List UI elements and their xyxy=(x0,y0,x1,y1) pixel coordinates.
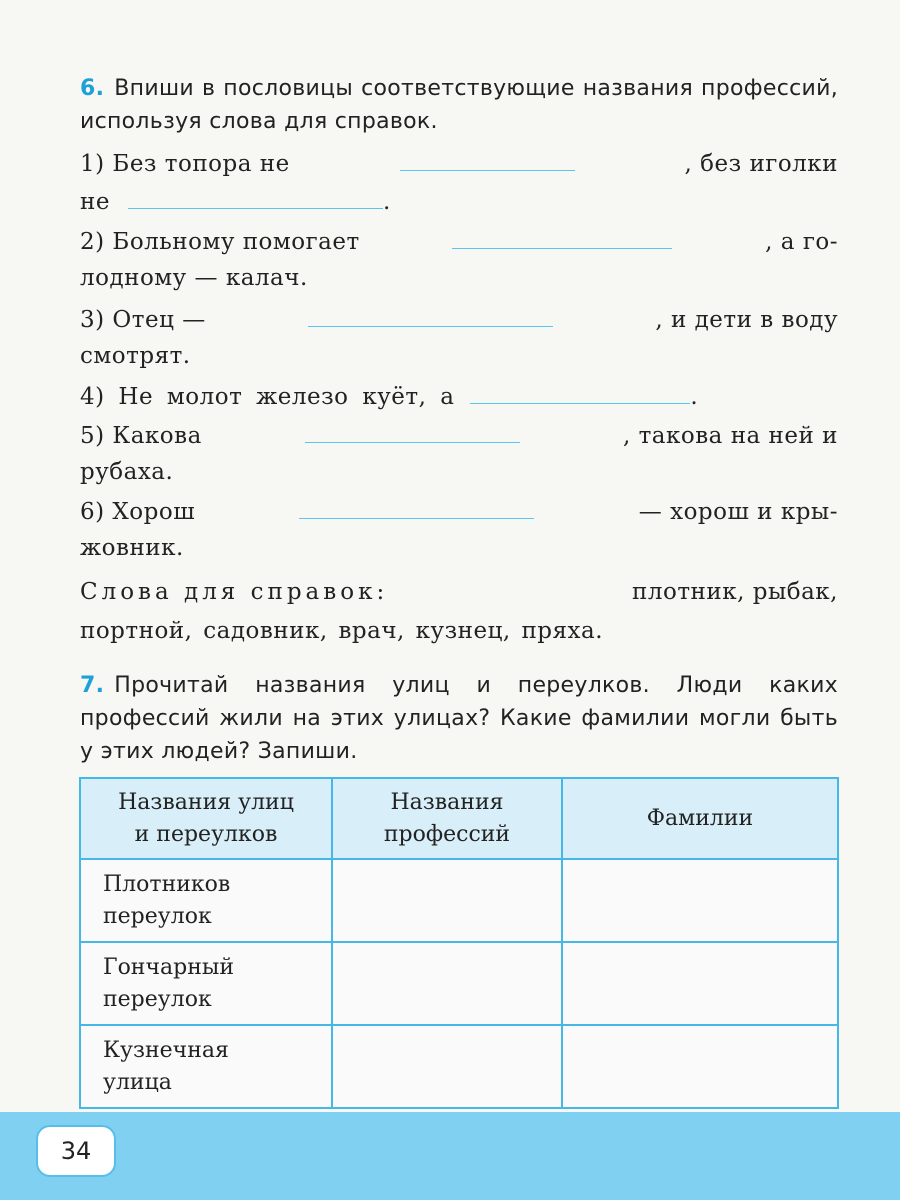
profession-input-cell[interactable] xyxy=(332,942,562,1025)
proverb-6-line-2 xyxy=(80,530,838,566)
proverb-2-cont: лодному — калач. xyxy=(80,265,308,291)
proverb-6-end: — хорош и кры- xyxy=(638,499,838,525)
proverb-2-line-2 xyxy=(80,260,838,296)
proverb-2-blank[interactable] xyxy=(452,222,672,249)
proverb-6-line-1 xyxy=(80,492,838,530)
proverb-5-start: 5) Какова xyxy=(80,423,202,449)
proverb-5-end: , такова на ней и xyxy=(622,423,838,449)
streets-table xyxy=(79,777,839,1109)
proverb-1-ne: не xyxy=(80,189,110,215)
task-6-number: 6. xyxy=(80,76,105,101)
proverb-6-blank[interactable] xyxy=(299,492,534,519)
street-cell: Кузнечная улица xyxy=(80,1025,332,1108)
proverb-2-line-1 xyxy=(80,222,838,260)
proverb-1-blank-2[interactable] xyxy=(128,182,383,209)
proverb-3-start: 3) Отец — xyxy=(80,307,206,333)
proverb-3-cont: смотрят. xyxy=(80,343,191,369)
header-professions: Названия профессий xyxy=(332,778,562,859)
proverb-5-line-1 xyxy=(80,416,838,454)
surname-input-cell[interactable] xyxy=(562,859,838,942)
proverb-2-end: , а го- xyxy=(765,229,838,255)
proverb-1-blank-1[interactable] xyxy=(400,144,575,171)
proverb-6-start: 6) Хорош xyxy=(80,499,196,525)
proverb-1-line-1 xyxy=(80,144,838,182)
reference-words-label: Слова для справок: xyxy=(80,579,389,605)
task-6-text: Впиши в пословицы соответствующие названия профессий, используя слова для справок. xyxy=(80,76,838,134)
proverb-4-blank[interactable] xyxy=(470,377,690,404)
proverb-4-line xyxy=(80,377,838,415)
surname-input-cell[interactable] xyxy=(562,1025,838,1108)
street-cell: Гончарный переулок xyxy=(80,942,332,1025)
task-6-instruction xyxy=(80,72,838,138)
proverb-4-end: . xyxy=(690,384,699,410)
table-row xyxy=(80,859,838,942)
proverb-1-end: . xyxy=(382,189,391,215)
proverb-3-line-1 xyxy=(80,300,838,338)
proverb-5-line-2 xyxy=(80,454,838,490)
surname-input-cell[interactable] xyxy=(562,942,838,1025)
proverb-3-end: , и дети в воду xyxy=(655,307,838,333)
page-footer-band xyxy=(0,1112,900,1200)
proverb-1-mid: , без иголки xyxy=(684,151,838,177)
reference-words-list-1: плотник, рыбак, xyxy=(632,579,838,605)
proverb-1-start: 1) Без топора не xyxy=(80,151,290,177)
proverb-3-blank[interactable] xyxy=(308,300,553,327)
task-7-instruction xyxy=(80,669,838,768)
page-number: 34 xyxy=(36,1125,116,1177)
profession-input-cell[interactable] xyxy=(332,859,562,942)
table-row xyxy=(80,942,838,1025)
proverb-1-line-2 xyxy=(80,182,838,220)
header-surnames: Фамилии xyxy=(562,778,838,859)
task-7-text: Прочитай названия улиц и переулков. Люди каких профессий жили на этих улицах? Какие фамилии могли быть у этих людей? Запиши. xyxy=(80,673,838,764)
profession-input-cell[interactable] xyxy=(332,1025,562,1108)
reference-words-line-1 xyxy=(80,574,838,610)
header-streets: Названия улиц и переулков xyxy=(80,778,332,859)
table-header-row xyxy=(80,778,838,859)
reference-words-line-2 xyxy=(80,613,838,649)
proverb-2-start: 2) Больному помогает xyxy=(80,229,360,255)
proverb-6-cont: жовник. xyxy=(80,535,184,561)
proverb-4-start: 4) Не молот железо куёт, а xyxy=(80,384,455,410)
street-cell: Плотников переулок xyxy=(80,859,332,942)
reference-words-list-2: портной, садовник, врач, кузнец, пряха. xyxy=(80,618,604,644)
proverb-3-line-2 xyxy=(80,338,838,374)
table-row xyxy=(80,1025,838,1108)
task-7-number: 7. xyxy=(80,673,105,698)
proverb-5-cont: рубаха. xyxy=(80,459,174,485)
proverb-5-blank[interactable] xyxy=(305,416,520,443)
